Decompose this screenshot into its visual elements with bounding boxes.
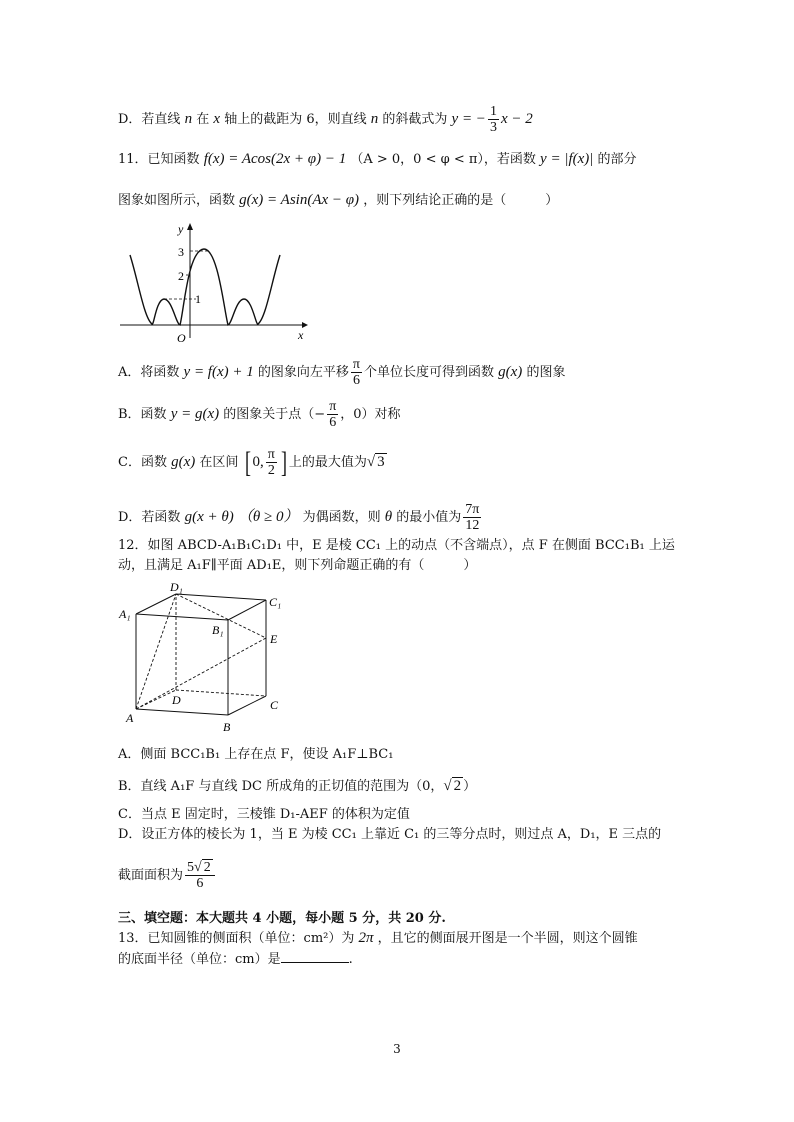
q10d-var-n2: n [370, 111, 379, 127]
cube-label-E: E [270, 632, 278, 646]
q11c-frac-den: 2 [267, 463, 275, 478]
section-3-text: 三、填空题：本大题共 4 小题，每小题 5 分，共 20 分. [118, 911, 446, 926]
graph-tick-3: 3 [178, 245, 184, 259]
graph-tick-2: 2 [178, 269, 184, 283]
abs-f-curve [130, 249, 280, 325]
q12-option-d-line1 [118, 826, 661, 844]
q13-end: . [348, 952, 353, 967]
edge-A-B [136, 709, 228, 715]
q10d-var-x: x [213, 111, 221, 127]
q11-option-b [118, 399, 401, 430]
graph-origin: O [177, 331, 186, 345]
q11a-text4: 的图象 [526, 365, 566, 380]
q12d-fraction [185, 860, 215, 891]
q12b-text1: B．直线 A₁F 与直线 DC 所成角的正切值的范围为（0， [118, 779, 444, 794]
q11d-frac-num: 7π [465, 502, 480, 517]
q11-graph [116, 220, 316, 346]
q11-line2-a: 图象如图所示，函数 [118, 193, 236, 208]
q11a-fraction [351, 357, 362, 388]
q11c-gfunc: g(x) [171, 454, 196, 470]
q10d-eq-right: x − 2 [500, 111, 533, 127]
q12-option-c [118, 806, 410, 824]
cube-label-D: D [172, 693, 181, 707]
q10d-fraction [488, 104, 499, 135]
q11d-text1: D．若函数 [118, 510, 181, 525]
q11b-text3: ，0）对称 [340, 407, 401, 422]
q11-cond: （A > 0，0 < φ < π），若函数 [350, 152, 536, 167]
edge-A1-D1 [136, 594, 176, 614]
q11d-text3: 的最小值为 [396, 510, 462, 525]
q12d-frac-den: 6 [196, 876, 204, 891]
q11b-func: y = g(x) [170, 406, 220, 422]
section-3-title [118, 910, 446, 928]
q11b-frac-num: π [329, 399, 337, 414]
q11-stem-line2 [118, 191, 558, 210]
edge-B1-C1 [228, 600, 266, 620]
q12-line1: 12．如图 ABCD-A₁B₁C₁D₁ 中，E 是棱 CC₁ 上的动点（不含端点），点 F 在侧面 BCC₁B₁ 上运 [118, 538, 675, 553]
q11a-gfunc: g(x) [498, 364, 523, 380]
cube-label-C: C [270, 698, 279, 712]
q12-cube-figure [116, 580, 296, 740]
hidden-edge-D-C [176, 690, 266, 696]
page-number: 3 [393, 1042, 401, 1056]
q12d-frac-num: 5√ 2 [185, 860, 215, 876]
q11-option-d [118, 502, 483, 533]
q11d-fraction [463, 502, 481, 533]
cube-label-A: A [126, 711, 134, 725]
q11a-frac-num: π [352, 357, 360, 372]
graph-y-label: y [178, 222, 184, 236]
cube-label-A1: A₁ [119, 607, 131, 621]
q11-gdef: g(x) = Asin(Ax − φ) [239, 192, 360, 208]
q12d-text2: 截面面积为 [118, 868, 184, 883]
q11-func-def: f(x) = Acos(2x + φ) − 1 [203, 151, 347, 167]
q10d-text2: 轴上的截距为 6，则直线 [224, 112, 367, 127]
cube-label-B: B [223, 720, 231, 734]
q12-stem-line1 [118, 537, 675, 555]
q12-option-a [118, 746, 393, 764]
q11-line1-b: 的部分 [597, 152, 637, 167]
q11a-text3: 个单位长度可得到函数 [363, 365, 494, 380]
q10d-frac-num: 1 [489, 104, 497, 119]
q12-line2: 动，且满足 A₁F∥平面 AD₁E，则下列命题正确的有（ ） [118, 558, 477, 573]
q11c-sqrt: √ 3 [366, 454, 385, 470]
q11a-func: y = f(x) + 1 [183, 364, 254, 380]
q12-option-b [118, 777, 476, 796]
q11c-text3: 上的最大值为 [288, 455, 367, 470]
y-axis-arrow [187, 223, 193, 230]
q10d-var-n: n [184, 111, 193, 127]
q11-option-a [118, 357, 565, 388]
q12d-num-rad: 2 [203, 860, 211, 875]
edge-A1-B1 [136, 614, 228, 620]
q13-text3: 的底面半径（单位：cm）是 [118, 952, 281, 967]
q11c-interval-lo: 0, [252, 454, 264, 470]
q11-abs-func: y = |f(x)| [540, 151, 594, 167]
q12b-sqrt: √ 2 [443, 778, 462, 794]
q11c-frac-num: π [267, 447, 275, 462]
q11c-text2: 在区间 [199, 455, 239, 470]
q11b-fraction [327, 399, 338, 430]
q10d-label: D．若直线 [118, 112, 181, 127]
q11a-text1: A．将函数 [118, 365, 180, 380]
edge-B-C [228, 696, 266, 715]
q12b-sqrt-rad: 2 [453, 778, 462, 794]
q11c-sqrt-rad: 3 [377, 454, 385, 470]
q13-text2: ，且它的侧面展开图是一个半圆，则这个圆锥 [377, 931, 638, 946]
q10-option-d [118, 104, 533, 135]
hidden-A-E [136, 638, 266, 709]
q12d-num-coef: 5 [187, 860, 195, 875]
q11d-frac-den: 12 [465, 518, 480, 533]
q13-value: 2π [358, 930, 374, 946]
q11-line2-b: ，则下列结论正确的是（ ） [363, 193, 559, 208]
q13-line1 [118, 929, 638, 948]
q10d-frac-den: 3 [489, 120, 497, 135]
cube-label-D1: D₁ [170, 580, 183, 594]
cube-label-C1: C₁ [269, 595, 282, 609]
right-bracket: ] [280, 445, 287, 479]
q11a-frac-den: 6 [352, 373, 360, 388]
q11-line1-a: 11．已知函数 [118, 152, 200, 167]
q12b-text2: ） [463, 779, 477, 794]
q10d-text3: 的斜截式为 [382, 112, 448, 127]
left-bracket: [ [244, 445, 251, 479]
q13-text1: 13．已知圆锥的侧面积（单位：cm²）为 [118, 931, 355, 946]
q11c-text1: C．函数 [118, 455, 167, 470]
graph-x-label: x [298, 328, 304, 342]
q11-stem-line1 [118, 150, 637, 169]
q11b-text2: 的图象关于点（− [223, 407, 326, 422]
q12d-text1: D．设正方体的棱长为 1，当 E 为棱 CC₁ 上靠近 C₁ 的三等分点时，则过点 A，D₁，E 三点的 [118, 827, 662, 842]
cube-label-B1: B₁ [212, 623, 224, 637]
q11d-gfunc: g(x + θ) [184, 509, 234, 525]
q11b-text1: B．函数 [118, 407, 167, 422]
q11d-theta: θ [384, 509, 393, 525]
q11d-text2: 为偶函数，则 [302, 510, 381, 525]
q13-answer-blank[interactable] [281, 950, 349, 963]
q11a-text2: 的图象向左平移 [257, 365, 349, 380]
q12a-text: A．侧面 BCC₁B₁ 上存在点 F，使设 A₁F⊥BC₁ [118, 747, 394, 762]
q12-stem-line2 [118, 557, 476, 575]
q11d-cond: （θ ≥ 0） [237, 509, 299, 525]
q12-option-d-line2 [118, 860, 217, 891]
q11b-frac-den: 6 [329, 415, 337, 430]
q11c-fraction [266, 447, 277, 478]
edge-D1-C1 [176, 594, 266, 600]
q10d-eq-left: y = − [451, 111, 486, 127]
q13-line2 [118, 950, 353, 969]
q11-option-c [118, 447, 387, 478]
graph-tick-1: 1 [195, 292, 201, 306]
q10d-text1: 在 [196, 112, 210, 127]
q12c-text: C．当点 E 固定时，三棱锥 D₁-AEF 的体积为定值 [118, 807, 410, 822]
